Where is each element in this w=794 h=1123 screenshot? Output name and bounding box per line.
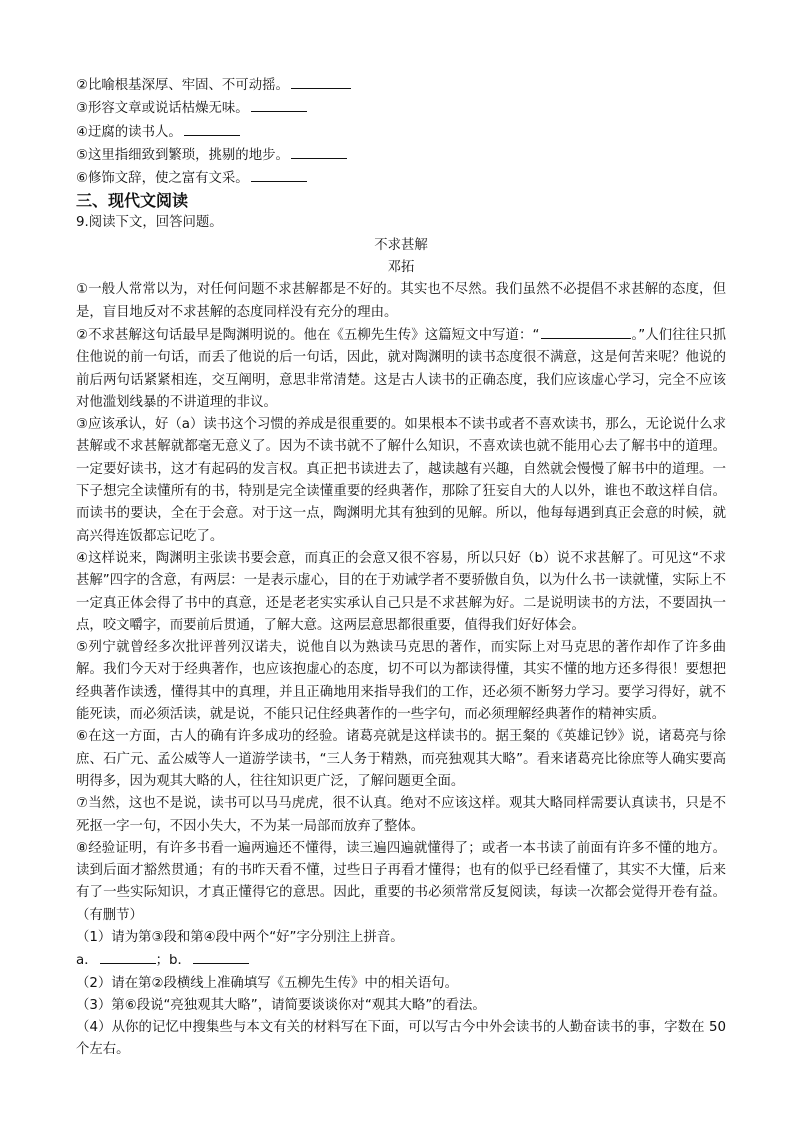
question-2: （2）请在第②段横线上准确填写《五柳先生传》中的相关语句。 bbox=[76, 975, 459, 991]
question-3: （3）第⑥段说“亮独观其大略”，请简要谈谈你对“观其大略”的看法。 bbox=[76, 997, 486, 1013]
answer-blank-a[interactable] bbox=[100, 949, 156, 964]
answer-blank[interactable] bbox=[184, 121, 240, 136]
fill-in-blank[interactable] bbox=[541, 324, 631, 339]
answer-blank[interactable] bbox=[251, 167, 307, 182]
question-1: （1）请为第③段和第④段中两个“好”字分别注上拼音。 bbox=[76, 929, 404, 945]
article-paragraph: ⑦当然，这也不是说，读书可以马马虎虎，很不认真。绝对不应该这样。观其大略同样需要认真读书，只是不死抠一字一句，不因小失大，不为某一局部而放弃了整体。 bbox=[76, 796, 726, 834]
article-paragraph: ⑧经验证明，有许多书看一遍两遍还不懂得，读三遍四遍就懂得了；或者一本书读了前面有许多不懂的地方。读到后面才豁然贯通；有的书昨天看不懂，过些日子再看才懂得；也有的似乎已经看懂了，其实不大懂，后来有了一些实际知识，才真正懂得它的意思。因此，重要的书必须常常反复阅读，每读一次都会觉得开卷有益。（有删节） bbox=[76, 840, 726, 923]
article-paragraph: ⑤列宁就曾经多次批评普列汉诺夫，说他自以为熟读马克思的著作，而实际上对马克思的著作却作了许多曲解。我们今天对于经典著作，也应该抱虚心的态度，切不可以为都读得懂，其实不懂的地方还多得很！要想把经典著作读透，懂得其中的真理，并且正确地用来指导我们的工作，还必须不断努力学习。要学习得好，就不能死读，而必须活读，就是说，不能只记住经典著作的一些字句，而必须理解经典著作的精神实质。 bbox=[76, 640, 726, 723]
vocab-item: ⑤这里指细致到繁琐，挑剔的地步。 bbox=[76, 144, 726, 167]
article-paragraph: ⑥在这一方面，古人的确有许多成功的经验。诸葛亮就是这样读书的。据王粲的《英雄记钞》说，诸葛亮与徐庶、石广元、孟公威等人一道游学读书，“三人务于精熟，而亮独观其大略”。看来诸葛亮比徐庶等人确实要高明得多，因为观其大略的人，往往知识更广泛，了解问题更全面。 bbox=[76, 729, 726, 789]
answer-blank[interactable] bbox=[291, 74, 351, 89]
article-body bbox=[76, 279, 726, 927]
article-paragraph: ①一般人常常以为，对任何问题不求甚解都是不好的。其实也不尽然。我们虽然不必提倡不求甚解的态度，但是，盲目地反对不求甚解的态度同样没有充分的理由。 bbox=[76, 282, 726, 320]
article-title: 不求甚解 bbox=[374, 237, 428, 253]
answer-blank[interactable] bbox=[291, 144, 347, 159]
question-instruction: 9.阅读下文，回答问题。 bbox=[76, 215, 223, 231]
answer-blank-b[interactable] bbox=[193, 949, 249, 964]
question-1-answers: a． ；b． bbox=[76, 949, 726, 972]
document-content bbox=[76, 74, 726, 1062]
vocab-item: ③形容文章或说话枯燥无味。 bbox=[76, 97, 726, 120]
vocab-item: ④迂腐的读书人。 bbox=[76, 121, 726, 144]
section-title: 三、现代文阅读 bbox=[76, 191, 189, 211]
article-paragraph: ③应该承认，好（a）读书这个习惯的养成是很重要的。如果根本不读书或者不喜欢读书，那么，无论说什么求甚解或不求甚解就都毫无意义了。因为不读书就不了解什么知识，不喜欢读也就不能用心去了解书中的道理。一定要好读书，这才有起码的发言权。真正把书读进去了，越读越有兴趣，自然就会慢慢了解书中的道理。一下子想完全读懂所有的书，特别是完全读懂重要的经典著作，那除了狂妄自大的人以外，谁也不敢这样自信。而读书的要诀，全在于会意。对于这一点，陶渊明尤其有独到的见解。所以，他每每遇到真正会意的时候，就高兴得连饭都忘记吃了。 bbox=[76, 417, 726, 544]
article-paragraph: ②不求甚解这句话最早是陶渊明说的。他在《五柳先生传》这篇短文中写道：“ 。”人们往往只抓住他说的前一句话，而丢了他说的后一句话，因此，就对陶渊明的读书态度很不满意，这是何苦来呢？他说的前后两句话紧紧相连，交互阐明，意思非常清楚。这是古人读书的正确态度，我们应该虚心学习，完全不应该对他滥划线暴的不讲道理的非议。 bbox=[76, 324, 726, 414]
article-paragraph: ④这样说来，陶渊明主张读书要会意，而真正的会意又很不容易，所以只好（b）说不求甚解了。可见这“不求甚解”四字的含意，有两层：一是表示虚心，目的在于劝诫学者不要骄傲自负，以为什么书一读就懂，实际上不一定真正体会得了书中的真意，还是老老实实承认自己只是不求甚解为好。二是说明读书的方法，不要固执一点，咬文嚼字，而要前后贯通，了解大意。这两层意思都很重要，值得我们好好体会。 bbox=[76, 550, 726, 633]
vocab-item: ②比喻根基深厚、牢固、不可动摇。 bbox=[76, 74, 726, 97]
answer-blank[interactable] bbox=[251, 97, 307, 112]
question-4: （4）从你的记忆中搜集些与本文有关的材料写在下面，可以写古今中外会读书的人勤奋读书的事，字数在 50 个左右。 bbox=[76, 1020, 726, 1058]
article-author: 邓拓 bbox=[387, 260, 415, 276]
vocab-item: ⑥修饰文辞，使之富有文采。 bbox=[76, 167, 726, 190]
